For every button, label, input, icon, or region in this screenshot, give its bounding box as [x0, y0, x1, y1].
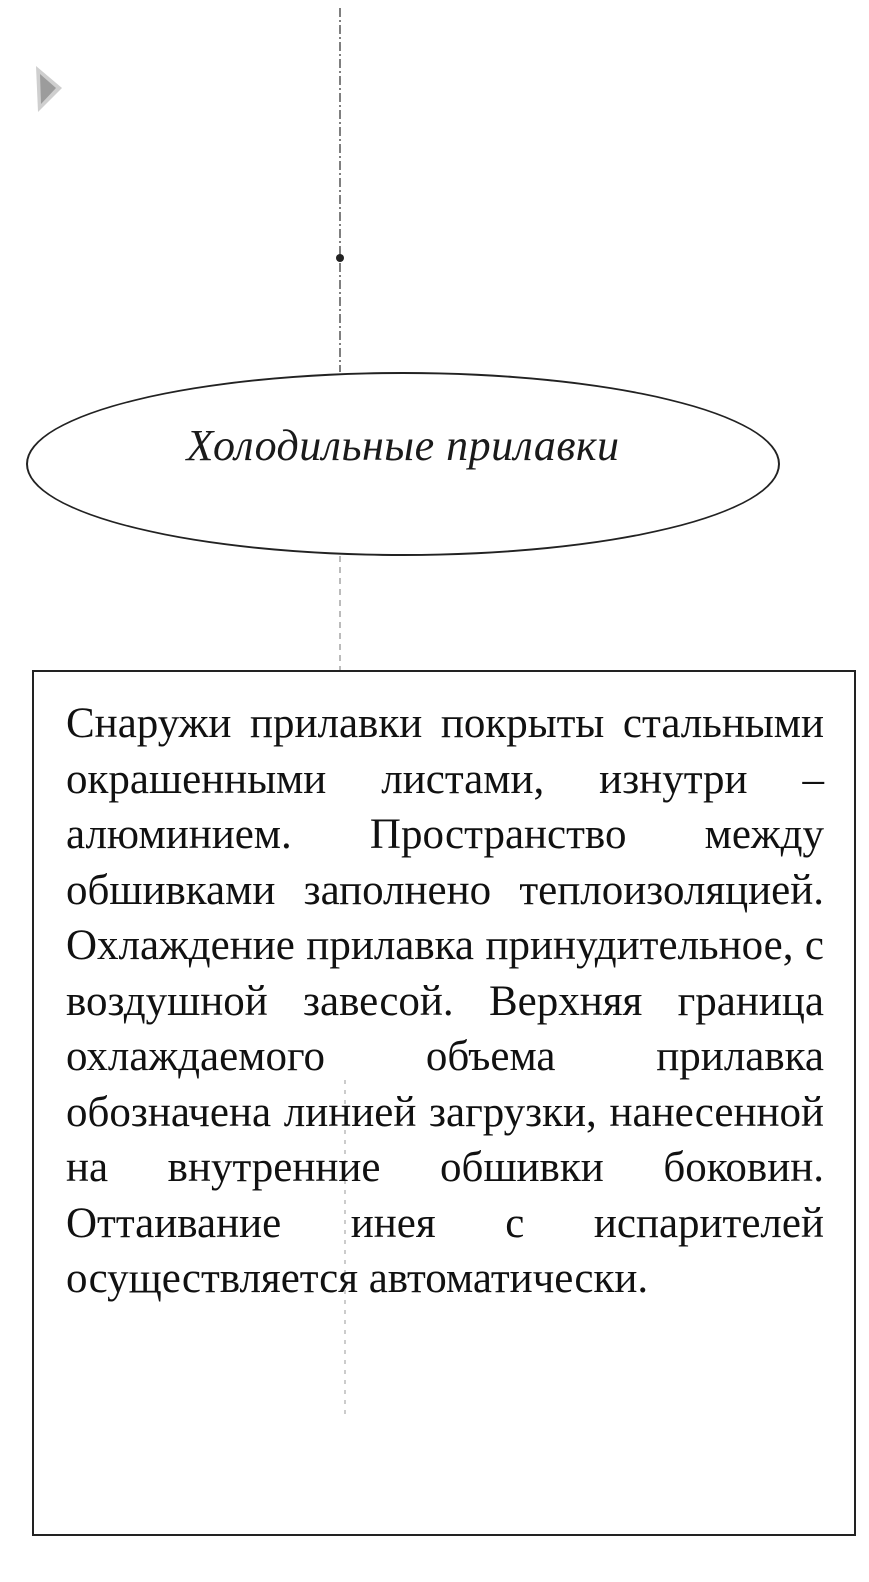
scan-artifact [26, 62, 66, 118]
description-text: Снаружи прилавки покрыты стальными окрашенными листами, изнутри – алюминием. Пространство между обшивками заполнено теплоизоляцией. Охлаждение прилавка принудительное, с воздушной завесой. Верхняя граница охлаждаемого объема прилавка обозначена линией загрузки, нанесенной на внутренние обшивки боковин. Оттаивание инея с испарителей осуществляется автоматически. [66, 700, 824, 1302]
diagram-node-ellipse [26, 372, 780, 556]
node-title: Холодильные прилавки [186, 420, 620, 470]
connector-dot [336, 254, 344, 262]
description-box [32, 670, 856, 1536]
